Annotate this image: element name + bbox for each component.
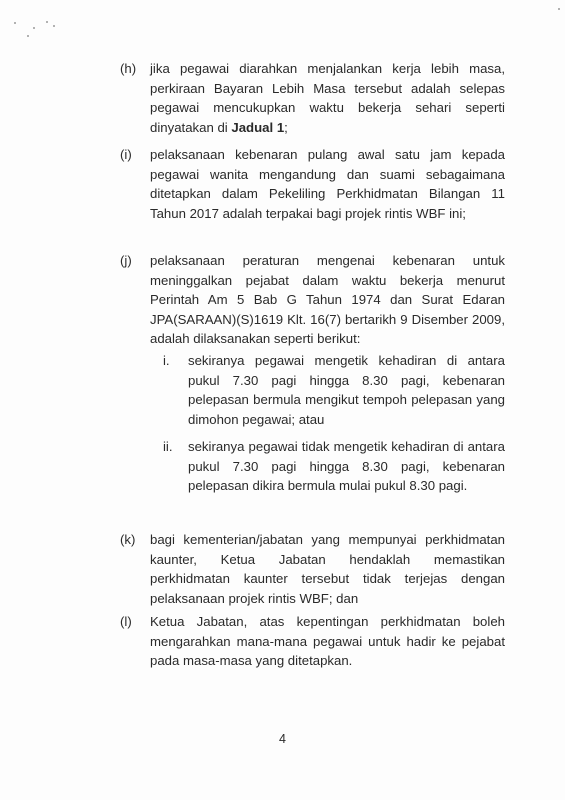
scan-speck: [27, 35, 29, 37]
page-number: 4: [279, 732, 286, 746]
list-item-label: (l): [120, 614, 132, 629]
list-item-text: Ketua Jabatan, atas kepentingan perkhidmatan boleh mengarahkan mana-mana pegawai untuk hadir ke pejabat pada masa-masa yang ditetapkan.: [150, 614, 505, 668]
list-item-label: (h): [120, 61, 137, 76]
scan-speck: [14, 22, 16, 24]
scan-speck: [558, 8, 560, 10]
schedule-reference: Jadual 1: [231, 119, 285, 135]
sub-list-item-text: sekiranya pegawai tidak mengetik kehadiran di antara pukul 7.30 pagi hingga 8.30 pagi, kebenaran pelepasan dikira bermula mulai pukul 8.30 pagi.: [188, 439, 505, 493]
list-item-label: (j): [120, 253, 132, 268]
scan-speck: [33, 27, 35, 29]
list-item-text: bagi kementerian/jabatan yang mempunyai perkhidmatan kaunter, Ketua Jabatan hendaklah memastikan perkhidmatan kaunter tersebut tidak terjejas dengan pelaksanaan projek rintis WBF; dan: [150, 532, 505, 606]
list-item-label: (k): [120, 532, 136, 547]
sub-list-item-text: sekiranya pegawai mengetik kehadiran di antara pukul 7.30 pagi hingga 8.30 pagi, kebenaran pelepasan bermula mengikut tempoh pelepasan yang dimohon pegawai; atau: [188, 353, 505, 427]
sub-list-item-number: ii.: [163, 439, 173, 454]
list-item-label: (i): [120, 147, 132, 162]
list-item-text: pelaksanaan peraturan mengenai kebenaran untuk meninggalkan pejabat dalam waktu bekerja menurut Perintah Am 5 Bab G Tahun 1974 dan Surat Edaran JPA(SARAAN)(S)1619 Klt. 16(7) bertarikh 9 Disember 2009, adalah dilaksanakan seperti berikut:: [150, 253, 505, 346]
list-item-text-part: jika pegawai diarahkan menjalankan kerja lebih masa, perkiraan Bayaran Lebih Masa tersebut adalah selepas pegawai mencukupkan waktu bekerja sehari seperti dinyatakan di: [150, 61, 505, 135]
list-item-text: pelaksanaan kebenaran pulang awal satu jam kepada pegawai wanita mengandung dan suami sebagaimana ditetapkan dalam Pekeliling Perkhidmatan Bilangan 11 Tahun 2017 adalah terpakai bagi projek rintis WBF ini;: [150, 147, 505, 221]
list-item-text: [150, 59, 505, 137]
list-item-text-part: ;: [284, 119, 288, 135]
scan-speck: [46, 21, 48, 23]
sub-list-item-number: i.: [163, 353, 170, 368]
scan-speck: [53, 25, 55, 27]
